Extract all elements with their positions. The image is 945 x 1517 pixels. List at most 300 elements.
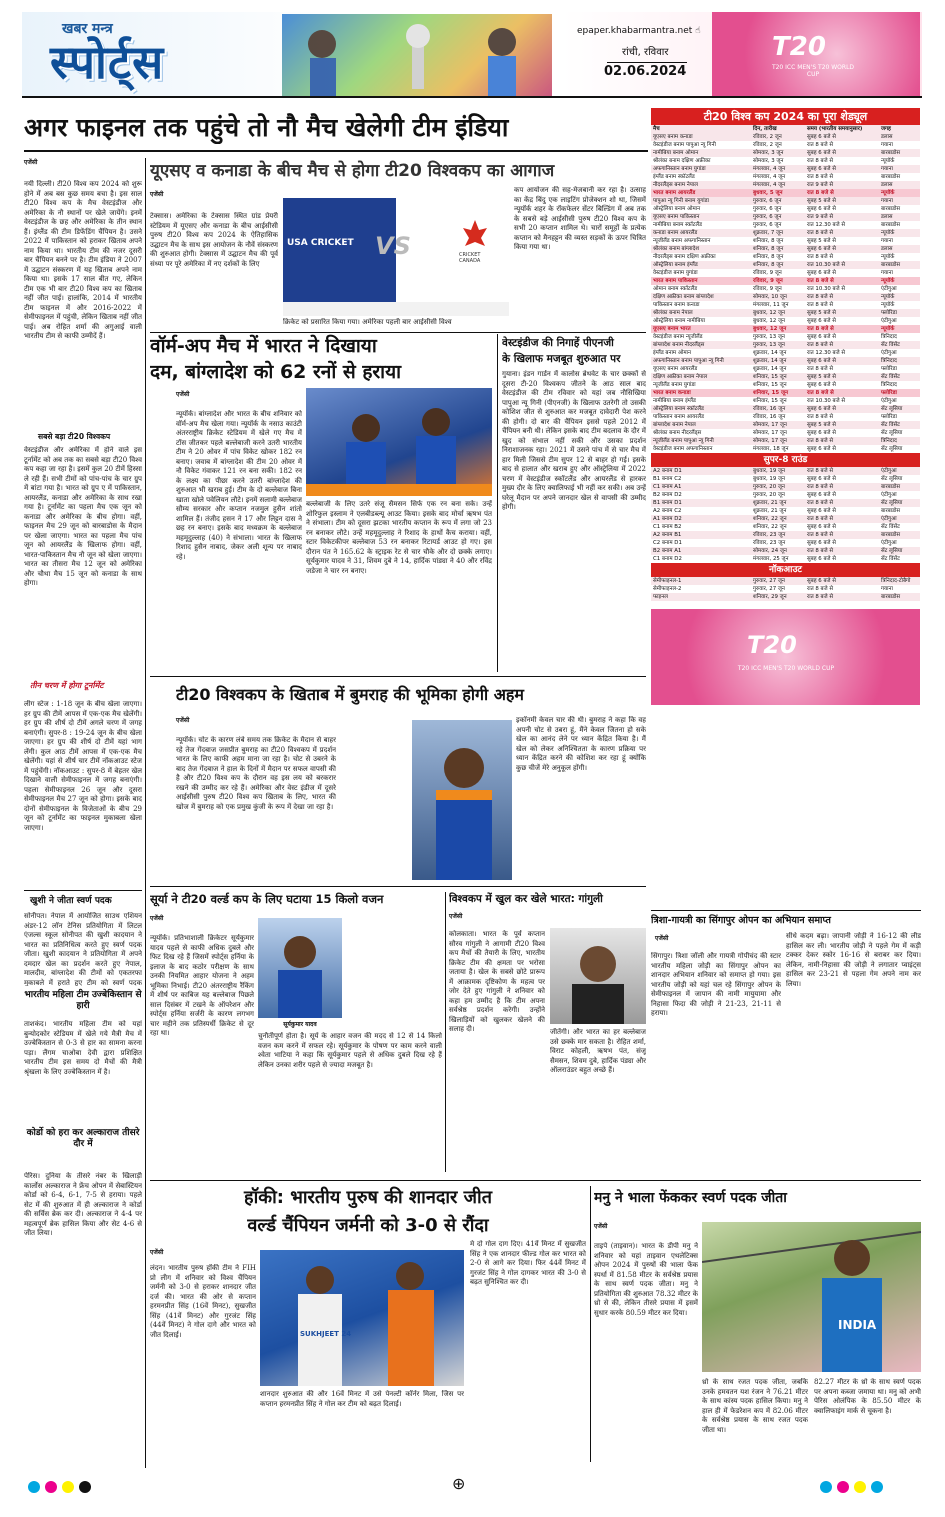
javelin-body-far: 82.27 मीटर के थ्रो के साथ स्वर्ण पदक पर अपना कब्जा जमाया था। मनु को अभी पेरिस ओलंपिक के 85.50 मीटर के क्वालिफाइंग मार्क से चूकना है। bbox=[814, 1378, 921, 1415]
schedule-row bbox=[651, 507, 920, 515]
schedule-cell: सुबह 6 बजे से bbox=[805, 523, 879, 531]
color-dot bbox=[62, 1481, 74, 1493]
schedule-title: टी20 विश्व कप 2024 का पूरा शेड्यूल bbox=[651, 108, 920, 125]
schedule-cell: एंटीगुआ bbox=[879, 349, 920, 357]
usa-cricket-logo: USA CRICKET bbox=[287, 238, 354, 248]
schedule-cell: सेंट विंसेंट bbox=[879, 341, 920, 349]
javelin-body: ताइपे (ताइवान)। भारत के डीपी मनु ने शनिवार को यहां ताइवान एथलेटिक्स ओपन 2024 में पुरुषों की भाला फेंक स्पर्धा में 81.58 मीटर के सर्वश्रेष्ठ प्रयास के साथ स्वर्ण पदक जीता। मनु ने प्रतियोगिता की शुरुआत 78.32 मीटर के थ्रो से की, लेकिन तीसरे प्रयास में इसमें सुधार करके 80.59 मीटर कर दिया। bbox=[594, 1242, 698, 1317]
schedule-cell: रात 12.30 बजे से bbox=[805, 221, 879, 229]
usa-canada-headline: यूएसए व कनाडा के बीच मैच से होगा टी20 विश्वकप का आगाज bbox=[150, 161, 555, 181]
schedule-cell: सुबह 6 बजे से bbox=[805, 475, 879, 483]
schedule-cell: शनिवार, 8 जून bbox=[751, 261, 805, 269]
schedule-row bbox=[651, 499, 920, 507]
ganguly-headline: विश्वकप में खुल कर खेले भारत: गांगुली bbox=[449, 893, 603, 905]
schedule-cell: बारबाडोस bbox=[879, 205, 920, 213]
bumrah-body-right: इकॉनमी केवल चार की थी। बुमराह ने कहा कि वह अपनी चोट से उबरा हूं, मैंने केवल जितना हो सके खेल का आनंद लेने पर ध्यान केंद्रित किया है। मैं खेल को लेकर अनिश्चितता के कारण प्रक्रिया पर ध्यान केंद्रित करने की कोशिश कर रहा हूं क्योंकि कुछ चीजें मेरे अनुकूल होंगी। bbox=[516, 716, 646, 772]
schedule-cell: सुबह 5 बजे से bbox=[805, 237, 879, 245]
issue-date: 02.06.2024 bbox=[604, 64, 687, 79]
schedule-cell: सुबह 6 बजे से bbox=[805, 577, 879, 585]
schedule-cell: मंगलवार, 4 जून bbox=[751, 173, 805, 181]
schedule-cell: शनिवार, 22 जून bbox=[751, 515, 805, 523]
warmup-photo bbox=[306, 388, 492, 496]
schedule-cell: रात 8 बजे से bbox=[805, 189, 879, 197]
schedule-cell: पाकिस्तान बनाम कनाडा bbox=[651, 301, 751, 309]
schedule-row bbox=[651, 197, 920, 205]
schedule-cell: शनिवार, 29 जून bbox=[751, 593, 805, 601]
schedule-cell: श्रीलंका बनाम नीदरलैंड्स bbox=[651, 429, 751, 437]
schedule-cell: सेंट लूसिया bbox=[879, 547, 920, 555]
schedule-cell: गयाना bbox=[879, 237, 920, 245]
schedule-cell: C1 बनाम A1 bbox=[651, 483, 751, 491]
schedule-row bbox=[651, 397, 920, 405]
schedule-cell: नामीबिया बनाम स्कॉटलैंड bbox=[651, 221, 751, 229]
schedule-cell: वेस्टइंडीज बनाम न्यूजीलैंड bbox=[651, 333, 751, 341]
schedule-cell: रात 8 बजे से bbox=[805, 277, 879, 285]
schedule-cell: सुबह 6 बजे से bbox=[805, 149, 879, 157]
schedule-cell: एंटीगुआ bbox=[879, 285, 920, 293]
schedule-cell: सुबह 6 बजे से bbox=[805, 165, 879, 173]
schedule-row bbox=[651, 483, 920, 491]
schedule-cell: सेंट विंसेंट bbox=[879, 421, 920, 429]
cursor-icon: ☝ bbox=[695, 26, 701, 36]
schedule-cell: गयाना bbox=[879, 197, 920, 205]
schedule-row bbox=[651, 293, 920, 301]
schedule-cell: रात 8 बजे से bbox=[805, 499, 879, 507]
schedule-cell: त्रिनिदाद bbox=[879, 381, 920, 389]
hockey-headline-2: वर्ल्ड चैंपियन जर्मनी को 3-0 से रौंदा bbox=[247, 1215, 489, 1236]
schedule-cell: गयाना bbox=[879, 165, 920, 173]
schedule-cell: डलास bbox=[879, 245, 920, 253]
schedule-cell: गयाना bbox=[879, 141, 920, 149]
schedule-cell: बांग्लादेश बनाम नेपाल bbox=[651, 421, 751, 429]
hockey-source: एजेंसी bbox=[150, 1249, 164, 1256]
schedule-cell: गुरुवार, 6 जून bbox=[751, 197, 805, 205]
surya-body-right: चुनौतीपूर्ण होता है। सूर्य के आहार वजन की मदद से 12 से 14 किलो वजन कम करने में सफल रहे। सूर्यकुमार के पोषण पर काम करने वाली श्वेता भाटिया ने कहा कि सूर्यकुमार पहले से अधिक दुबले दिख रहे हैं लेकिन उनका शरीर पहले से ज्यादा मजबूत है। bbox=[258, 1032, 442, 1069]
schedule-cell: ऑस्ट्रेलिया बनाम इंग्लैंड bbox=[651, 261, 751, 269]
schedule-row bbox=[651, 301, 920, 309]
schedule-row bbox=[651, 413, 920, 421]
lead-body-2: वेस्टइंडीज और अमेरिका में होने वाले इस टूर्नामेंट को अब तक का सबसे बड़ा टी20 विश्व कप कहा जा रहा है। इसमें कुल 20 टीमें हिस्सा ले रही हैं। सभी टीमों को पांच-पांच के चार ग्रुप में बांटा गया है। भारत को ग्रुप ए में पाकिस्तान, आयरलैंड, कनाडा और अमेरिका के साथ रखा गया है। टूर्नामेंट का पहला मैच एक जून को कनाडा और अमेरिका के बीच होगा। वहीं, फाइनल मैच 29 जून को बारबाडोस के मैदान पर खेला जाएगा। भारत का पहला मैच पांच जून को आयरलैंड के खिलाफ होगा। वहीं, भारत-पाकिस्तान मैच नौ जून को खेला जाएगा। भारत का तीसरा मैच 12 जून को अमेरिका और चौथा मैच 15 जून को कनाडा के साथ होगा। bbox=[24, 446, 142, 587]
singapore-source: एजेंसी bbox=[655, 935, 669, 942]
schedule-cell: गुरुवार, 6 जून bbox=[751, 205, 805, 213]
surya-body: न्यूयॉर्क। प्रतिभाशाली क्रिकेटर सूर्यकुमार यादव पहले से काफी अधिक दुबले और फिट दिख रहे हैं जिसमें स्पोर्ट्स हर्निया के इलाज के बाद कठोर परीक्षण के साथ उनकी नियमित आहार योजना ने अहम भूमिका निभाई। टी20 अंतरराष्ट्रीय रैंकिंग में शीर्ष पर काबिज यह बल्लेबाज पिछले साल दिसंबर में टखने के ऑपरेशन और स्पोर्ट्स हर्निया सर्जरी के कारण लगभग चार महीने तक प्रतिस्पर्धी क्रिकेट से दूर रहा था। bbox=[150, 934, 254, 1037]
schedule-cell: न्यूयॉर्क bbox=[879, 253, 920, 261]
schedule-cell: ऑस्ट्रेलिया बनाम स्कॉटलैंड bbox=[651, 405, 751, 413]
schedule-cell: शुक्रवार, 7 जून bbox=[751, 229, 805, 237]
schedule-cell: ओमान बनाम स्कॉटलैंड bbox=[651, 285, 751, 293]
schedule-cell: सुबह 6 बजे से bbox=[805, 317, 879, 325]
schedule-row bbox=[651, 261, 920, 269]
schedule-cell: रविवार, 16 जून bbox=[751, 405, 805, 413]
schedule-cell: न्यूयॉर्क bbox=[879, 301, 920, 309]
masthead bbox=[22, 12, 922, 98]
schedule-cell: डलास bbox=[879, 133, 920, 141]
schedule-row bbox=[651, 309, 920, 317]
schedule-cell: शनिवार, 15 जून bbox=[751, 381, 805, 389]
schedule-cell: C1 बनाम D2 bbox=[651, 555, 751, 563]
schedule-cell: डलास bbox=[879, 213, 920, 221]
epaper-url[interactable]: epaper.khabarmantra.net ☝ bbox=[577, 26, 701, 36]
schedule-cell: फ्लोरिडा bbox=[879, 365, 920, 373]
schedule-cell: रविवार, 9 जून bbox=[751, 285, 805, 293]
schedule-row bbox=[651, 317, 920, 325]
bumrah-source: एजेंसी bbox=[176, 717, 190, 724]
schedule-row bbox=[651, 445, 920, 453]
t20-logo: T20 T20 ICC MEN'S T20 WORLD CUP bbox=[712, 12, 920, 96]
wi-png-headline-2: के खिलाफ मजबूत शुरुआत पर bbox=[502, 353, 621, 365]
schedule-cell: ऑस्ट्रेलिया बनाम ओमान bbox=[651, 205, 751, 213]
schedule-cell: रात 8 बजे से bbox=[805, 593, 879, 601]
schedule-cell: फाइनल bbox=[651, 593, 751, 601]
schedule-cell: श्रीलंका बनाम नेपाल bbox=[651, 309, 751, 317]
schedule-cell: सेंट लूसिया bbox=[879, 499, 920, 507]
schedule-cell: बारबाडोस bbox=[879, 221, 920, 229]
schedule-cell: न्यूयॉर्क bbox=[879, 325, 920, 333]
warmup-headline-1: वॉर्म-अप मैच में भारत ने दिखाया bbox=[150, 335, 377, 357]
schedule-cell: रात 8 बजे से bbox=[805, 365, 879, 373]
schedule-row bbox=[651, 213, 920, 221]
schedule-cell: एंटीगुआ bbox=[879, 317, 920, 325]
schedule-row bbox=[651, 157, 920, 165]
schedule-cell: वेस्टइंडीज बनाम अफगानिस्तान bbox=[651, 445, 751, 453]
chess-body: पेरिस। दुनिया के तीसरे नंबर के खिलाड़ी कार्लोस अल्काराज ने फ्रेंच ओपन में सेबास्टियन कोर्डा को 6-4, 6-1, 7-5 से हराया। पहले सेट में की शुरुआत में ही अल्काराज ने कोर्डा की सर्विस ब्रेक कर दी। अल्काराज ने 4-4 पर महत्वपूर्ण ब्रेक हासिल किया और सेट 4-6 से जीत लिया। bbox=[24, 1172, 142, 1237]
schedule-cell: सोमवार, 3 जून bbox=[751, 149, 805, 157]
schedule-row bbox=[651, 325, 920, 333]
schedule-cell: भारत बनाम कनाडा bbox=[651, 389, 751, 397]
schedule-group bbox=[651, 125, 920, 453]
schedule-cell: सुबह 6 बजे से bbox=[805, 245, 879, 253]
schedule-cell: भारत बनाम आयरलैंड bbox=[651, 189, 751, 197]
schedule-row bbox=[651, 389, 920, 397]
schedule-cell: रात 8 बजे से bbox=[805, 547, 879, 555]
javelin-body-right: थ्रो के साथ रजत पदक जीता, जबकि उनके हमवतन यश रंजन ने 76.21 मीटर के साथ कांस्य पदक हासिल किया। मनु ने हाल ही में फेडरेशन कप में 82.06 मीटर के सर्वश्रेष्ठ प्रयास के साथ रजत पदक जीता था। bbox=[702, 1378, 808, 1434]
chess-headline: कोर्डो को हरा कर अल्काराज तीसरे दौर में bbox=[26, 1128, 140, 1149]
schedule-cell: नामीबिया बनाम ओमान bbox=[651, 149, 751, 157]
schedule-row bbox=[651, 405, 920, 413]
schedule-cell: कनाडा बनाम आयरलैंड bbox=[651, 229, 751, 237]
hockey-photo bbox=[260, 1250, 464, 1386]
registration-crosshair-icon: ⊕ bbox=[452, 1474, 466, 1493]
schedule-row bbox=[651, 467, 920, 475]
schedule-cell: रात 8 बजे से bbox=[805, 437, 879, 445]
schedule-cell: सुबह 6 बजे से bbox=[805, 381, 879, 389]
schedule-row bbox=[651, 165, 920, 173]
schedule-cell: मंगलवार, 18 जून bbox=[751, 445, 805, 453]
super8-title: सुपर-8 राउंड bbox=[651, 453, 920, 467]
wi-png-body: गुयाना। इंडन गार्डन में कालोस ब्रेथवेट के चार छक्कों से दूसरा टी-20 विश्वकप जीतने के आठ साल बाद वेस्टइंडीज की टीम रविवार को यहां जब नौसिखिया पापुआ न्यू गिनी (पीएनजी) के खिलाफ उतरेगी तो उसकी कोशिश जीत से शुरुआत कर मजबूत दावेदारी पेश करने की होगी। दो बार की चैंपियन इससे पहले 2012 में चैंपियन बनी थी। लेकिन इसके बाद टीम बदलाव के दौर में खुद को संभाल नहीं सकी और उसका प्रदर्शन निराशाजनक रहा। 2021 में उसने पांच में से चार मैच में हार मिली जिससे टीम सुपर 12 से बाहर हो गई। इसके बाद से हालात और खराब हुए और ऑस्ट्रेलिया में 2022 चरण में वेस्टइंडीज स्कॉटलैंड और आयरलैंड से हारकर मुख्य दौर के लिए क्वालिफाई भी नहीं कर सकी। अब उन्हें घरेलू मैदान पर अपने जानदार खेल से वापसी की उम्मीद होगी। bbox=[502, 370, 646, 511]
usa-canada-source: एजेंसी bbox=[150, 191, 164, 198]
schedule-cell: शुक्रवार, 21 जून bbox=[751, 507, 805, 515]
schedule-cell: यूएसए बनाम भारत bbox=[651, 325, 751, 333]
schedule-cell: सोमवार, 24 जून bbox=[751, 547, 805, 555]
lead-headline: अगर फाइनल तक पहुंचे तो नौ मैच खेलेगी टीम इंडिया bbox=[24, 113, 509, 142]
schedule-row bbox=[651, 365, 920, 373]
schedule-cell: रात 8 बजे से bbox=[805, 483, 879, 491]
schedule-cell: पापुआ न्यू गिनी बनाम युगांडा bbox=[651, 197, 751, 205]
surya-caption: सूर्यकुमार यादव bbox=[283, 1021, 317, 1028]
schedule-cell: न्यूयॉर्क bbox=[879, 157, 920, 165]
schedule-row bbox=[651, 237, 920, 245]
warmup-source: एजेंसी bbox=[176, 391, 190, 398]
schedule-cell: सुबह 6 बजे से bbox=[805, 333, 879, 341]
schedule-row bbox=[651, 429, 920, 437]
schedule-cell: रविवार, 16 जून bbox=[751, 413, 805, 421]
schedule-cell: शनिवार, 15 जून bbox=[751, 389, 805, 397]
schedule-cell: रात 8 बजे से bbox=[805, 293, 879, 301]
schedule-cell: भारत बनाम पाकिस्तान bbox=[651, 277, 751, 285]
schedule-row bbox=[651, 523, 920, 531]
schedule-row bbox=[651, 357, 920, 365]
singapore-body: सिंगापुर। त्रिशा जॉली और गायत्री गोपीचंद की स्टार भारतीय महिला जोड़ी का सिंगापुर ओपन का शानदार अभियान शनिवार को समाप्त हो गया। इस भारतीय जोड़ी को यहां चल रहे सिंगापुर ओपन के सेमीफाइनल में जापान की नामी मायुयामा और निहासा फिदा की जोड़ी ने 21-23, 21-11 से हराया। bbox=[651, 952, 781, 1017]
schedule-cell: रात 9 बजे से bbox=[805, 213, 879, 221]
schedule-cell: सुबह 6 बजे से bbox=[805, 133, 879, 141]
schedule-cell: रात 8 बजे से bbox=[805, 467, 879, 475]
schedule-cell: सेंट विंसेंट bbox=[879, 523, 920, 531]
women-headline: भारतीय महिला टीम उज्बेकिस्तान से हारी bbox=[24, 990, 142, 1011]
schedule-row bbox=[651, 277, 920, 285]
schedule-cell: रविवार, 9 जून bbox=[751, 269, 805, 277]
trophy-icon bbox=[282, 14, 552, 96]
schedule-cell: गयाना bbox=[879, 269, 920, 277]
schedule-cell: यूएसए बनाम आयरलैंड bbox=[651, 365, 751, 373]
lead-source: एजेंसी bbox=[24, 159, 38, 166]
schedule-cell: सुबह 5 बजे से bbox=[805, 373, 879, 381]
schedule-cell: शनिवार, 15 जून bbox=[751, 397, 805, 405]
schedule-cell: शनिवार, 8 जून bbox=[751, 245, 805, 253]
lead-subhead: सबसे बड़ा टी20 विश्वकप bbox=[38, 432, 111, 441]
schedule-cell: न्यूजीलैंड बनाम पापुआ न्यू गिनी bbox=[651, 437, 751, 445]
schedule-cell: न्यूजीलैंड बनाम युगांडा bbox=[651, 381, 751, 389]
schedule-cell: A2 बनाम B1 bbox=[651, 531, 751, 539]
schedule-row bbox=[651, 577, 920, 585]
schedule-cell: इंग्लैंड बनाम ओमान bbox=[651, 349, 751, 357]
schedule-cell: एंटीगुआ bbox=[879, 539, 920, 547]
schedule-cell: वेस्टइंडीज बनाम युगांडा bbox=[651, 269, 751, 277]
tournament-phases-head: तीन चरण में होगा टूर्नामेंट bbox=[30, 681, 104, 690]
schedule-cell: सुबह 5 बजे से bbox=[805, 309, 879, 317]
schedule-cell: सुबह 5 बजे से bbox=[805, 421, 879, 429]
bumrah-headline: टी20 विश्वकप के खिताब में बुमराह की भूमिका होगी अहम bbox=[176, 685, 524, 704]
schedule-row bbox=[651, 585, 920, 593]
schedule-cell: सुबह 6 बजे से bbox=[805, 205, 879, 213]
schedule-cell: गुरुवार, 6 जून bbox=[751, 213, 805, 221]
schedule-cell: सोमवार, 3 जून bbox=[751, 157, 805, 165]
schedule-cell: त्रिनिदाद bbox=[879, 437, 920, 445]
lead-body: नयी दिल्ली। टी20 विश्व कप 2024 को शुरू होने में अब बस कुछ समय बचा है। इस साल टी20 विश्व कप के मैच वेस्टइंडीज और अमेरिका के नौ स्थानों पर खेले जायेंगे। इनमें वेस्टइंडीज के छह और अमेरिका के तीन स्थान हैं। इंग्लैंड की टीम डिफेंडिंग चैंपियन है। उसने 2022 में पाकिस्तान को हराकर खिताब अपने नाम किया था। भारतीय टीम की नजर दूसरी बार चैंपियन बनने पर है। टीम इंडिया ने 2007 में उद्घाटन संस्करण में यह खिताब अपने नाम किया था। इसके 17 साल बीत गए, लेकिन टीम एक भी बार टी20 विश्व कप का खिताब नहीं जीत पाई। हालांकि, 2014 में भारतीय टीम फाइनल में और 2016-2022 में सेमीफाइनल में पहुंची, लेकिन खिताब नहीं जीत पाई। अब रोहित शर्मा की अगुआई वाली भारतीय टीम से काफी उम्मीदें हैं। bbox=[24, 180, 142, 340]
schedule-cell: ऑस्ट्रेलिया बनाम नामीबिया bbox=[651, 317, 751, 325]
schedule-cell: रविवार, 2 जून bbox=[751, 141, 805, 149]
javelin-headline: मनु ने भाला फेंककर स्वर्ण पदक जीता bbox=[594, 1190, 787, 1206]
schedule-cell: सेंट लूसिया bbox=[879, 445, 920, 453]
schedule-cell: बारबाडोस bbox=[879, 173, 920, 181]
schedule-row bbox=[651, 285, 920, 293]
javelin-bib: INDIA bbox=[838, 1318, 877, 1332]
color-dot bbox=[871, 1481, 883, 1493]
schedule-cell: रात 10.30 बजे से bbox=[805, 285, 879, 293]
surya-source: एजेंसी bbox=[150, 915, 164, 922]
schedule-row bbox=[651, 531, 920, 539]
ganguly-source: एजेंसी bbox=[449, 913, 463, 920]
schedule-cell: मंगलवार, 4 जून bbox=[751, 165, 805, 173]
schedule-cell: बुधवार, 19 जून bbox=[751, 475, 805, 483]
schedule-cell: डलास bbox=[879, 181, 920, 189]
javelin-photo bbox=[702, 1222, 921, 1372]
schedule-cell: श्रीलंका बनाम दक्षिण अफ्रीका bbox=[651, 157, 751, 165]
schedule-cell: मंगलवार, 4 जून bbox=[751, 181, 805, 189]
schedule-cell: रात 8 बजे से bbox=[805, 413, 879, 421]
schedule-cell: सेंट लूसिया bbox=[879, 475, 920, 483]
schedule-cell: एंटीगुआ bbox=[879, 491, 920, 499]
warmup-body: न्यूयॉर्क। बांग्लादेश और भारत के बीच शनिवार को वॉर्म-अप मैच खेला गया। न्यूयॉर्क के नसाउ काउंटी अंतरराष्ट्रीय क्रिकेट स्टेडियम में खेले गए मैच में टॉस जीतकर पहले बल्लेबाजी करने उतरी भारतीय टीम ने 20 ओवर में पांच विकेट खोकर 182 रन बनाए। जवाब में बांग्लादेश की टीम 20 ओवर में नौ विकेट गंवाकर 121 रन बना सकी। 182 रन के लक्ष्य का पीछा करने उतरी बांग्लादेश की शुरुआत भी खराब हुई। टीम के दो बल्लेबाज बिना खाता खोले पवेलियन लौटे। इनमें सलामी बल्लेबाज सौम्य सरकार और कप्तान नजमुल हुसैन शांतो शामिल हैं। तंजीद हसन ने 17 और लिट्टन दास ने छह रन बनाए। इसके बाद मध्यक्रम के बल्लेबाज महमूदुल्लाह (40) ने संभाला। भारत के खिलाफ रिशाद हुसैन नाबाद, जेकर अली शून्य पर नाबाद रहे। bbox=[176, 410, 302, 561]
knockout-title: नॉकआउट bbox=[651, 563, 920, 577]
schedule-cell: सुबह 6 बजे से bbox=[805, 539, 879, 547]
schedule-row bbox=[651, 341, 920, 349]
schedule-cell: रात 8 बजे से bbox=[805, 253, 879, 261]
bumrah-photo bbox=[412, 720, 512, 880]
schedule-cell: बारबाडोस bbox=[879, 261, 920, 269]
schedule-cell: शुक्रवार, 14 जून bbox=[751, 357, 805, 365]
warmup-headline-2: दम, बांग्लादेश को 62 रनों से हराया bbox=[150, 361, 402, 383]
schedule-cell: सेंट विंसेंट bbox=[879, 373, 920, 381]
schedule-row bbox=[651, 539, 920, 547]
city-day: रांची, रविवार bbox=[622, 47, 669, 58]
schedule-row bbox=[651, 421, 920, 429]
schedule-cell: सुबह 6 बजे से bbox=[805, 507, 879, 515]
schedule-cell: नीदरलैंड्स बनाम दक्षिण अफ्रीका bbox=[651, 253, 751, 261]
schedule-cell: न्यूजीलैंड बनाम अफगानिस्तान bbox=[651, 237, 751, 245]
schedule-cell: बारबाडोस bbox=[879, 507, 920, 515]
hockey-body-right: मे दो गोल दाग दिए। 41वें मिनट में सुखजीत सिंह ने एक शानदार फील्ड गोल कर भारत को 2-0 से आगे कर दिया। फिर 44वें मिनट में गुरजंट सिंह ने गोल दागकर भारत की 3-0 से बढ़त सुनिश्चित कर दी। bbox=[470, 1240, 586, 1286]
schedule-row bbox=[651, 269, 920, 277]
schedule-cell: रात 12.30 बजे से bbox=[805, 349, 879, 357]
schedule-row bbox=[651, 593, 920, 601]
schedule-cell: नीदरलैंड्स बनाम नेपाल bbox=[651, 181, 751, 189]
schedule-cell: गुरुवार, 6 जून bbox=[751, 221, 805, 229]
schedule-cell: B2 बनाम A1 bbox=[651, 547, 751, 555]
schedule-cell: त्रिनिदाद bbox=[879, 333, 920, 341]
gold-body: सोनीपत। नेपाल में आयोजित साउथ एशियन अंडर-12 लॉन टेनिस प्रतियोगिता में लिटल एंजल्स स्कूल सोनीपत की खुशी कादयान ने भारत का प्रतिनिधित्व करते हुए स्वर्ण पदक जीता। खुशी कादयान ने प्रतियोगिता में अपने दमदार खेल का प्रदर्शन करते हुए नेपाल, मालदीव, बांग्लादेश की टीमों को एकतरफा मुकाबले में हराते हुए टीम को स्वर्ण पदक bbox=[24, 912, 142, 986]
schedule-row bbox=[651, 437, 920, 445]
schedule-cell: एंटीगुआ bbox=[879, 515, 920, 523]
schedule-cell: बारबाडोस bbox=[879, 593, 920, 601]
schedule-cell: शनिवार, 15 जून bbox=[751, 373, 805, 381]
schedule-cell: श्रीलंका बनाम बांग्लादेश bbox=[651, 245, 751, 253]
brand-small: खबर मन्त्र bbox=[62, 21, 113, 37]
color-dot bbox=[837, 1481, 849, 1493]
schedule-cell: दक्षिण अफ्रीका बनाम बांग्लादेश bbox=[651, 293, 751, 301]
color-dot bbox=[28, 1481, 40, 1493]
schedule-cell: रात 10.30 बजे से bbox=[805, 397, 879, 405]
schedule-cell: गुरुवार, 27 जून bbox=[751, 577, 805, 585]
schedule-cell: सेंट लूसिया bbox=[879, 429, 920, 437]
schedule-cell: सुबह 6 बजे से bbox=[805, 445, 879, 453]
warmup-body-mid: बल्लेबाजी के लिए उतरे संजू सैमसन सिर्फ एक रन बना सके। उन्हें शोरिफुल इस्लाम ने एलबीडब्ल्यू आउट किया। इसके बाद मोर्चा ऋषभ पंत ने संभाला। टीम को दूसरा झटका भारतीय कप्तान के रूप में लगा जो 23 रन बनाकर लौटे। उन्हें महमूदुल्लाह ने रिशाद के हाथों कैच कराया। वहीं, स्टार विकेटकीपर बल्लेबाज 53 रन बनाकर रिटायर्ड आउट हो गए। इस दौरान पंत ने 165.62 के स्ट्राइक रेट से चार चौके और दो छक्के लगाए। सूर्यकुमार यादव ने 31, शिवम दुबे ने 14, हार्दिक पांड्या ने 40 और रविंद्र जडेजा ने चार रन बनाए। bbox=[306, 500, 492, 575]
schedule-cell: न्यूयॉर्क bbox=[879, 277, 920, 285]
schedule-cell: रात 8 बजे से bbox=[805, 531, 879, 539]
schedule-row bbox=[651, 189, 920, 197]
hockey-body-mid: शानदार शुरुआत की और 16वें मिनट में उसे पेनल्टी कॉर्नर मिला, जिस पर कप्तान हरमनप्रीत सिंह ने गोल कर टीम को बढ़त दिलाई। bbox=[260, 1390, 464, 1408]
schedule-cell: रात 8 बजे से bbox=[805, 141, 879, 149]
schedule-row bbox=[651, 229, 920, 237]
schedule-cell: रात 8 बजे से bbox=[805, 341, 879, 349]
schedule-cell: गुरुवार, 13 जून bbox=[751, 341, 805, 349]
schedule-cell: बारबाडोस bbox=[879, 483, 920, 491]
schedule-cell: C1 बनाम B2 bbox=[651, 523, 751, 531]
brand-title: स्पोर्ट्स bbox=[50, 35, 165, 89]
footer-registration-dots-left bbox=[28, 1478, 96, 1497]
schedule-row bbox=[651, 373, 920, 381]
schedule-cell: न्यूयॉर्क bbox=[879, 293, 920, 301]
schedule-cell: सोमवार, 17 जून bbox=[751, 437, 805, 445]
schedule-cell: रविवार, 9 जून bbox=[751, 277, 805, 285]
color-dot bbox=[79, 1481, 91, 1493]
schedule-row bbox=[651, 221, 920, 229]
schedule-cell: त्रिनिदाद bbox=[879, 357, 920, 365]
schedule-row bbox=[651, 245, 920, 253]
t20-bottom-logo: T20 T20 ICC MEN'S T20 WORLD CUP bbox=[651, 609, 920, 705]
women-body: ताशकंद। भारतीय महिला टीम को यहां बुन्योदकोर स्टेडियम में खेले गये मैत्री मैच में उज्बेकिस्तान से 0-3 से हार का सामना करना पड़ा। लैंगम चाओबा देवी द्वारा प्रशिक्षित भारतीय टीम इस समय दो मैचों की मैत्री श्रृंखला के लिए उज्बेकिस्तान में है। bbox=[24, 1020, 142, 1076]
schedule-cell: गुरुवार, 20 जून bbox=[751, 483, 805, 491]
schedule-cell: फ्लोरिडा bbox=[879, 309, 920, 317]
schedule-cell: रात 10.30 बजे से bbox=[805, 261, 879, 269]
schedule-cell: अफगानिस्तान बनाम पापुआ न्यू गिनी bbox=[651, 357, 751, 365]
singapore-headline: त्रिशा-गायत्री का सिंगापुर ओपन का अभियान समाप्त bbox=[651, 915, 831, 926]
usa-canada-body-right: कप आयोजन की सह-मेजबानी कर रहा है। उत्साह का केंद्र बिंदु एक लाइटिंग प्रोजेक्शन शो था, जिसमें न्यूयॉर्क शहर के रॉकफेलर सेंटर बिल्डिंग में अब तक के सबसे बड़े आईसीसी पुरुष टी20 विश्व कप के सभी 20 कप्तान शामिल थे। चारों समूहों के प्रत्येक कप्तान को मैनहट्टन की व्यस्त सड़कों के ऊपर चित्रित किया गया था। bbox=[514, 186, 646, 251]
schedule-cell: एंटीगुआ bbox=[879, 467, 920, 475]
schedule-cell: सुबह 6 बजे से bbox=[805, 491, 879, 499]
schedule-cell: न्यूयॉर्क bbox=[879, 229, 920, 237]
usa-canada-photo bbox=[283, 198, 509, 316]
singapore-body-right: सीधे कदम बढ़ा। जापानी जोड़ी ने 16-12 की लीड हासिल कर ली। भारतीय जोड़ी ने पहले गेम में कड़ी टक्कर देकर स्कोर 16-16 से बराबर कर दिया। लेकिन, नामी-निहासा की जोड़ी ने लगातार प्वाइंट्स हासिल कर 23-21 से पहला गेम अपने नाम कर लिया। bbox=[786, 932, 921, 988]
schedule-cell: सुबह 6 बजे से bbox=[805, 405, 879, 413]
schedule-cell: सुबह 5 बजे से bbox=[805, 197, 879, 205]
schedule-cell: सोमवार, 17 जून bbox=[751, 429, 805, 437]
schedule-row bbox=[651, 173, 920, 181]
schedule-cell: गुरुवार, 27 जून bbox=[751, 585, 805, 593]
schedule-cell: सेमीफाइनल-1 bbox=[651, 577, 751, 585]
schedule-cell: बांग्लादेश बनाम नीदरलैंड्स bbox=[651, 341, 751, 349]
schedule-cell: बुधवार, 12 जून bbox=[751, 325, 805, 333]
maple-leaf-icon bbox=[463, 220, 487, 250]
schedule-cell: शुक्रवार, 14 जून bbox=[751, 349, 805, 357]
schedule-cell: एंटीगुआ bbox=[879, 397, 920, 405]
schedule-cell: शनिवार, 22 जून bbox=[751, 523, 805, 531]
ganguly-body: कोलकाता। भारत के पूर्व कप्तान सौरव गांगुली ने आगामी टी20 विश्व कप मैचों की तैयारी के लिए, भारतीय क्रिकेट टीम की क्षमता पर भरोसा जताया है। खेल के सबसे छोटे प्रारूप में आक्रामक दृष्टिकोण के महत्व पर जोर देते हुए गांगुली ने शनिवार को कहा हम उम्मीद है कि टीम अपना सर्वश्रेष्ठ प्रदर्शन करेगी। उन्होंने खिलाड़ियों को खुलकर खेलने की सलाह दी। bbox=[449, 930, 545, 1033]
javelin-source: एजेंसी bbox=[594, 1223, 608, 1230]
schedule-cell: सुबह 6 बजे से bbox=[805, 555, 879, 563]
schedule-row bbox=[651, 515, 920, 523]
schedule-cell: फ्लोरिडा bbox=[879, 389, 920, 397]
schedule-row bbox=[651, 133, 920, 141]
schedule-cell: B1 बनाम D1 bbox=[651, 499, 751, 507]
schedule-header-row: मैच दिन, तारीख समय (भारतीय समयानुसार) जगह bbox=[651, 125, 920, 133]
schedule-row bbox=[651, 205, 920, 213]
schedule-cell: सेंट लूसिया bbox=[879, 405, 920, 413]
schedule-row bbox=[651, 381, 920, 389]
schedule-cell: A1 बनाम D2 bbox=[651, 515, 751, 523]
hockey-jersey-label: SUKHJEET 24 bbox=[300, 1330, 352, 1338]
schedule-cell: रविवार, 2 जून bbox=[751, 133, 805, 141]
schedule-row bbox=[651, 491, 920, 499]
schedule-cell: मंगलवार, 25 जून bbox=[751, 555, 805, 563]
schedule-cell: A2 बनाम C2 bbox=[651, 507, 751, 515]
schedule-cell: सोमवार, 17 जून bbox=[751, 421, 805, 429]
surya-headline: सूर्या ने टी20 वर्ल्ड कप के लिए घटाया 15 किलो वजन bbox=[150, 892, 384, 906]
schedule-cell: बुधवार, 19 जून bbox=[751, 467, 805, 475]
usa-canada-caption: क्रिकेट को प्रसारित किया गया। अमेरिका पहली बार आईसीसी विश्व bbox=[283, 318, 452, 326]
schedule-row bbox=[651, 349, 920, 357]
footer-registration-dots-right bbox=[820, 1478, 888, 1497]
